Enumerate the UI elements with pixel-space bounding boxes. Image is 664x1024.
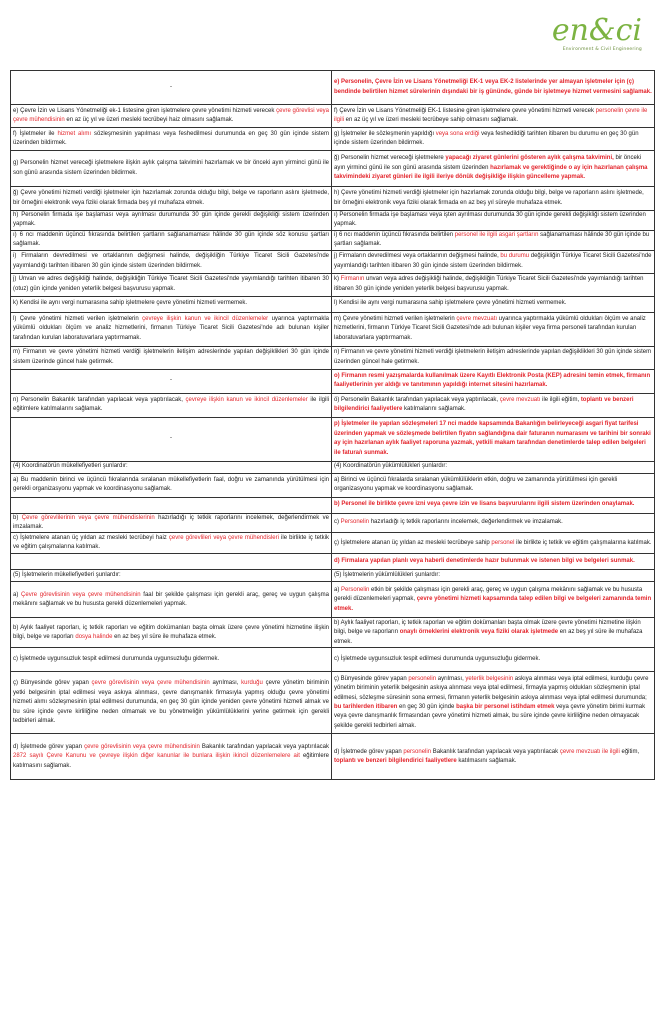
highlighted-text: p) İşletmeler ile yapılan sözleşmeleri 17 nci madde kapsamında Bakanlığın belirleyeceği asgari fiyat tarifesi üzerinden yapmak ve sözleşmede belirtilen fiyatın sağlandığına dair faturanın numarasını ve tarihini bir sonraki ay için hazırlanan aylık faaliyet raporuna yazmak, yetkili makam tarafından denetimlerde talep edilen belgeleri ile fatura/ı sunmak. bbox=[334, 421, 651, 456]
cell-text: katılmasını sağlamak. bbox=[456, 757, 517, 764]
highlighted-text: personelin bbox=[403, 748, 432, 755]
cell-text: c) İşletmelere atanan üç yıldan az mesleki tecrübeyi haiz bbox=[13, 535, 169, 542]
highlighted-text: kurduğu bbox=[241, 680, 263, 687]
new-regulation-cell bbox=[332, 473, 655, 497]
cell-text: Bakanlık tarafından yapılacak veya yaptırılacak bbox=[199, 743, 329, 750]
highlighted-text: çevre görevlileri veya çevre mühendisleri bbox=[168, 535, 279, 542]
cell-text: etkin bir şekilde çalışması için gerekli araç, gereç ve uygun çalışma mekânını sağlamak ve bu hususta gerekli düzenlemeleri yapmak, bbox=[334, 586, 643, 603]
cell-text: en az beş yıl süre ile muhafaza etmek. bbox=[334, 629, 643, 645]
cell-text: en geç 30 gün içinde bbox=[397, 703, 457, 710]
highlighted-text: toplantı ve benzeri bilgilendirici faaliyetlere bbox=[334, 396, 634, 413]
old-regulation-cell bbox=[11, 369, 332, 393]
cell-text: sözleşmesinin yapılması veya feshedilmesi durumunda en geç 30 gün içinde sistem üzerinden bildirmek. bbox=[13, 130, 329, 146]
new-regulation-cell bbox=[332, 105, 655, 128]
highlighted-text: o) Firmanın resmi yazışmalarda kullanılmak üzere Kayıtlı Elektronik Posta (KEP) adresini temin etmek, firmanın faaliyetlerinin yer aldığı ve tanıtımının yapıldığı internet sitesini hazırlamak. bbox=[334, 372, 651, 389]
old-regulation-cell bbox=[11, 273, 332, 296]
cell-text: g) İşletmeler ile sözleşmenin yapıldığı bbox=[334, 130, 436, 137]
company-logo bbox=[502, 13, 642, 60]
cell-text: eğitimlere katılmasını sağlamak. bbox=[13, 753, 329, 769]
highlighted-text: çevre görevlisinin veya çevre mühendisinin bbox=[91, 680, 210, 687]
highlighted-text: b) Personel ile birlikte çevre izni veya çevre izin ve lisans başvurularını ilgili sistem üzerinden onaylamak. bbox=[334, 501, 635, 508]
old-regulation-cell bbox=[11, 497, 332, 513]
cell-text: ile birlikte iç tetkik ve eğitim çalışmalarına katılmak. bbox=[13, 535, 329, 551]
highlighted-text: Personelin bbox=[341, 586, 370, 593]
cell-text: - bbox=[170, 83, 172, 90]
new-regulation-cell bbox=[332, 417, 655, 461]
new-regulation-cell bbox=[332, 312, 655, 346]
highlighted-text: bu tarihlerden itibaren bbox=[334, 703, 398, 710]
comparison-table bbox=[10, 70, 655, 780]
cell-text: hazırladığı iç tetkik raporlarını incelemek, değerlendirmek ve imzalamak. bbox=[369, 519, 563, 526]
cell-text: l) Kendisi ile aynı vergi numarasına sahip işletmelere çevre yönetimi hizmeti vermemek. bbox=[334, 300, 567, 307]
cell-text: g) Personelin hizmet vereceği işletmelere ilişkin aylık çalışma takvimini hazırlamak ve bir önceki ayın yirminci günü ile son günü arasında sistem üzerinden bildirmek. bbox=[13, 160, 329, 176]
logo-subtitle: Environment & Civil Engineering bbox=[562, 47, 642, 52]
highlighted-text: çevre yönetimi hizmeti kapsamında talep edilen bilgi ve belgeleri zamanında temin etmek. bbox=[334, 596, 652, 612]
logo-text: en&ci bbox=[551, 13, 642, 48]
old-regulation-cell bbox=[11, 513, 332, 533]
old-regulation-cell bbox=[11, 211, 332, 231]
old-regulation-cell bbox=[11, 554, 332, 570]
highlighted-text: d) Firmalara yapılan planlı veya haberli denetimlerde hazır bulunmak ve istenen bilgi ve belgeleri sunmak. bbox=[334, 558, 635, 565]
table-row bbox=[11, 71, 655, 105]
old-regulation-cell bbox=[11, 618, 332, 648]
cell-text: ö) Personelin Bakanlık tarafından yapılacak veya yaptırılacak, bbox=[334, 396, 500, 403]
cell-text: (5) İşletmelerin yükümlülükleri şunlardır: bbox=[334, 572, 441, 579]
new-regulation-cell bbox=[332, 187, 655, 211]
cell-text: n) Firmanın ve çevre yönetimi hizmeti verdiği işletmelerin iletişim adreslerinde yapılan değişiklikleri 30 gün içinde sistem üzerinden güncel hale getirmek. bbox=[334, 349, 652, 365]
table-row bbox=[11, 105, 655, 128]
table-row bbox=[11, 187, 655, 211]
cell-text: ç) Bünyesinde görev yapan bbox=[334, 675, 409, 682]
new-regulation-cell bbox=[332, 128, 655, 151]
highlighted-text: bu durumu bbox=[500, 253, 530, 260]
old-regulation-cell bbox=[11, 582, 332, 618]
old-regulation-cell bbox=[11, 417, 332, 461]
cell-text: unvan veya adres değişikliği halinde, değişikliğin Türkiye Ticaret Sicili Gazetesi'nde yayımlandığı tarihten itibaren 30 gün içinde yeniden yeterlik belgesi başvurusu yapmak. bbox=[334, 276, 644, 292]
table-row bbox=[11, 618, 655, 648]
cell-text: a) Birinci ve üçüncü fıkralarda sıralanan yükümlülüklerin etkin, doğru ve zamanında yürütülmesi için gerekli organizasyonu yapmak ve koordinasyonu sağlamak. bbox=[334, 476, 618, 493]
table-row bbox=[11, 230, 655, 250]
new-regulation-cell bbox=[332, 648, 655, 672]
old-regulation-cell bbox=[11, 533, 332, 554]
cell-text: d) İşletmede görev yapan bbox=[13, 743, 85, 750]
highlighted-text: çevre mevzuatı bbox=[456, 316, 498, 323]
new-regulation-cell bbox=[332, 734, 655, 780]
old-regulation-cell bbox=[11, 296, 332, 312]
cell-text: ğ) Personelin hizmet vereceği işletmelere bbox=[334, 155, 446, 162]
highlighted-text: Firmanın bbox=[340, 276, 365, 283]
new-regulation-cell bbox=[332, 554, 655, 570]
table-row bbox=[11, 554, 655, 570]
highlighted-text: yapacağı ziyaret günlerini gösteren aylık çalışma takvimini, bbox=[445, 155, 614, 162]
cell-text: m) Firmanın ve çevre yönetimi hizmeti verdiği işletmelerin iletişim adreslerinde yapılan değişiklikleri 30 gün içinde sistem üzerinde güncel hale getirmek. bbox=[13, 349, 329, 365]
cell-text: faal bir şekilde çalışması için gerekli araç, gereç ve uygun çalışma mekânını sağlamak ve bu hususta gerekli düzenlemeleri yapmak. bbox=[13, 591, 330, 607]
new-regulation-cell bbox=[332, 296, 655, 312]
cell-text: (4) Koordinatörün mükellefiyetleri şunlardır: bbox=[13, 463, 128, 470]
highlighted-text: Çevre görevlilerinin veya çevre mühendislerinin bbox=[21, 514, 155, 521]
table-row bbox=[11, 473, 655, 497]
cell-text: ile ilgili eğitimlere katılmalarını sağlamak. bbox=[13, 396, 330, 413]
cell-text: eğitim, bbox=[619, 748, 640, 755]
highlighted-text: çevre görevlisi veya çevre mühendisinin bbox=[13, 107, 330, 123]
old-regulation-cell bbox=[11, 648, 332, 672]
cell-text: i) 6 ncı maddenin üçüncü fıkrasında belirtilen bbox=[334, 231, 455, 238]
cell-text: çevre yönetim biriminin yetki belgesinin iptal edilmesi veya askıya alınması, çevre danışmanlık firmasıyla yapmış olduğu çevre yönetimi hizmeti alımı sözleşmesinin iptal edilmesi durumunda, en geç 30 gün içinde yeniden çevre yönetimi hizmeti almak ve bu süre içinde çevre kirliliğine neden olmamak ve bu yönetmeliğin yükümlülüklerini yerine getirmek için gerekli tedbirleri almak. bbox=[13, 680, 329, 725]
cell-text: b) bbox=[13, 514, 22, 521]
table-row bbox=[11, 393, 655, 417]
table-row bbox=[11, 497, 655, 513]
old-regulation-cell bbox=[11, 672, 332, 734]
cell-text: h) Çevre yönetimi hizmeti verdiği işletmeler için hazırlamak zorunda olduğu bilgi, belge ve raporların aslını işletmede, bir örneğini elektronik veya fiziki olarak firmada en az beş yıl süreyle muhafaza etmek. bbox=[334, 190, 644, 206]
table-row bbox=[11, 369, 655, 393]
new-regulation-cell bbox=[332, 346, 655, 369]
cell-text: ğ) Çevre yönetimi hizmeti verdiği işletmeler için hazırlamak zorunda olduğu bilgi, belge ve raporların aslını işletmede, bir örneğini elektronik veya fiziki olarak firmada beş yıl muhafaza etmek. bbox=[13, 190, 329, 206]
table-row bbox=[11, 570, 655, 582]
cell-text: ile ilgili eğitim, bbox=[540, 396, 581, 403]
highlighted-text: personelin bbox=[408, 675, 437, 682]
cell-text: değişikliğin Türkiye Ticaret Sicili Gazetesi'nde yayımlandığı tarihten itibaren 30 gün içinde sistem üzerinden bildirmek. bbox=[334, 253, 652, 269]
cell-text: j) Firmaların devredilmesi veya ortaklarının değişmesi halinde, bbox=[334, 253, 501, 260]
old-regulation-cell bbox=[11, 71, 332, 105]
new-regulation-cell bbox=[332, 230, 655, 250]
cell-text: sağlanamaması hâlinde 30 gün içinde bu şartları sağlamak. bbox=[334, 231, 650, 248]
highlighted-text: çevre mevzuatı ile ilgili bbox=[559, 748, 620, 755]
cell-text: hazırladığı iç tetkik raporlarını incelemek, değerlendirmek ve imzalamak. bbox=[13, 514, 329, 531]
new-regulation-cell bbox=[332, 672, 655, 734]
table-row bbox=[11, 417, 655, 461]
old-regulation-cell bbox=[11, 734, 332, 780]
highlighted-text: toplantı ve benzeri bilgilendirici faaliyetlere bbox=[334, 757, 457, 764]
cell-text: j) Unvan ve adres değişikliği halinde, değişikliğin Türkiye Ticaret Sicili Gazetesi'nde yayımlandığı tarihten itibaren 30 (otuz) gün içinde yeniden yeterlik belgesi başvurusu yapmak. bbox=[13, 276, 329, 292]
table-row bbox=[11, 128, 655, 151]
new-regulation-cell bbox=[332, 71, 655, 105]
new-regulation-cell bbox=[332, 393, 655, 417]
highlighted-text: hizmet alımı bbox=[57, 130, 92, 137]
highlighted-text: yeterlik belgesinin bbox=[465, 675, 514, 682]
cell-text: ç) Bünyesinde görev yapan bbox=[13, 680, 92, 687]
table-row bbox=[11, 250, 655, 273]
old-regulation-cell bbox=[11, 473, 332, 497]
old-regulation-cell bbox=[11, 250, 332, 273]
highlighted-text: çevreye ilişkin kanun ve ikincil düzenlemeler bbox=[142, 316, 269, 323]
table-row bbox=[11, 513, 655, 533]
cell-text: b) Aylık faaliyet raporları, iç tetkik raporları ve eğitim dokümanları başta olmak üzere çevre yönetimi hizmetine ilişkin bilgi, belge ve raporları bbox=[13, 624, 329, 640]
cell-text: en az beş yıl süre ile muhafaza etmek. bbox=[112, 633, 217, 640]
new-regulation-cell bbox=[332, 273, 655, 296]
cell-text: f) İşletmeler ile bbox=[13, 130, 58, 137]
cell-text: uyarınca yaptırmakla yükümlü oldukları ölçüm ve analiz hizmetlerini, firmanın Türkiye Ticaret Sicili Gazetesi'nde adı bulunan kişiler veya firma personeli tarafından kurulan laboratuvarlara yaptırmamak. bbox=[334, 316, 646, 341]
table-row bbox=[11, 151, 655, 187]
cell-text: a) Bu maddenin birinci ve üçüncü fıkralarında sıralanan mükellefiyetlerin faal, doğru ve zamanında yürütülmesi için gerekli organizasyonu yapmak ve koordinasyonu sağlamak. bbox=[13, 476, 329, 493]
highlighted-text: çevre mevzuatı bbox=[499, 396, 541, 403]
highlighted-text: personelin çevre ile ilgili bbox=[334, 107, 648, 123]
new-regulation-cell bbox=[332, 533, 655, 554]
cell-text: ayrılması, bbox=[209, 680, 242, 687]
new-regulation-cell bbox=[332, 513, 655, 533]
highlighted-text: çevreye ilişkin kanun ve ikincil düzenlemeler bbox=[185, 396, 308, 403]
cell-text: c) İşletmede uygunsuzluk tespit edilmesi durumunda uygunsuzluğu gidermek. bbox=[13, 656, 220, 663]
new-regulation-cell bbox=[332, 582, 655, 618]
new-regulation-cell bbox=[332, 497, 655, 513]
cell-text: d) İşletmede görev yapan bbox=[334, 748, 404, 755]
highlighted-text: personel ile ilgili asgari şartların bbox=[454, 231, 539, 238]
cell-text: (5) İşletmelerin mükellefiyetleri şunlardır: bbox=[13, 572, 121, 579]
cell-text: Bakanlık tarafından yapılacak veya yaptırılacak bbox=[431, 748, 560, 755]
cell-text: ı) 6 ncı maddenin üçüncü fıkrasında belirtilen şartların sağlanamaması hâlinde 30 gün içinde söz konusu şartları sağlamak. bbox=[13, 231, 329, 248]
highlighted-text: hazırlamak ve gerektiğinde o ay için hazırlanan çalışma takvimindeki ziyaret günleri ile ilgili ileriye dönük değişikliğe ilişkin güncelleme yapmak. bbox=[334, 164, 648, 181]
cell-text: ç) İşletmelere atanan üç yıldan az mesleki tecrübeye sahip bbox=[334, 539, 492, 546]
old-regulation-cell bbox=[11, 187, 332, 211]
cell-text: e) Çevre İzin ve Lisans Yönetmeliği ek-1 listesine giren işletmelere çevre yönetimi hizmeti verecek bbox=[13, 107, 277, 114]
highlighted-text: 2872 sayılı Çevre Kanunu ve çevreye ilişkin diğer kanunlar ile bunlara ilişkin ikincil düzenlemelere ait bbox=[13, 753, 300, 760]
cell-text: n) Personelin Bakanlık tarafından yapılacak veya yaptırılacak, bbox=[13, 396, 186, 403]
old-regulation-cell bbox=[11, 151, 332, 187]
cell-text: (4) Koordinatörün yükümlülükleri şunlardır: bbox=[334, 463, 448, 470]
table-row bbox=[11, 211, 655, 231]
cell-text: bir önceki ayın yirminci günü ile son günü arasında sistem üzerinden bbox=[334, 155, 642, 171]
old-regulation-cell bbox=[11, 105, 332, 128]
old-regulation-cell bbox=[11, 570, 332, 582]
old-regulation-cell bbox=[11, 461, 332, 473]
table-row bbox=[11, 296, 655, 312]
table-row bbox=[11, 533, 655, 554]
cell-text: c) İşletmede uygunsuzluk tespit edilmesi durumunda uygunsuzluğu gidermek. bbox=[334, 656, 541, 663]
highlighted-text: Çevre görevlisinin veya çevre mühendisinin bbox=[21, 591, 141, 598]
cell-text: a) bbox=[13, 591, 22, 598]
cell-text: en az üç yıl ve üzeri mesleki tecrübeyi haiz olmasını sağlamak. bbox=[64, 117, 234, 123]
cell-text: veya feshedildiği tarihten itibaren bu durumu en geç 30 gün içinde sistem üzerinden bildirmek. bbox=[334, 130, 639, 146]
old-regulation-cell bbox=[11, 393, 332, 417]
highlighted-text: başka bir personel istihdam etmek bbox=[456, 703, 555, 710]
cell-text: a) bbox=[334, 586, 342, 593]
table-row bbox=[11, 648, 655, 672]
highlighted-text: e) Personelin, Çevre İzin ve Lisans Yönetmeliği EK-1 veya EK-2 listelerinde yer almayan işletmeler için (ç) bendinde belirtilen hizmet sürelerinin dışındaki bir iş gününde, günde bir işletmeye hizmet vermesini sağlamak. bbox=[334, 79, 652, 95]
highlighted-text: dosya halinde bbox=[75, 633, 113, 640]
cell-text: veya çevre yönetim birimi kurmak veya çevre danışmanlık firmasından çevre yönetimi hizmeti almak, bu süre içinde çevre kirliliğine neden olmayacak şekilde gerekli tedbirleri almak. bbox=[334, 703, 646, 729]
new-regulation-cell bbox=[332, 151, 655, 187]
highlighted-text: çevre görevlisinin veya çevre mühendisinin bbox=[84, 743, 200, 750]
new-regulation-cell bbox=[332, 211, 655, 231]
old-regulation-cell bbox=[11, 346, 332, 369]
table-row bbox=[11, 582, 655, 618]
new-regulation-cell bbox=[332, 618, 655, 648]
table-row bbox=[11, 734, 655, 780]
cell-text: k) Kendisi ile aynı vergi numarasına sahip işletmelere çevre yönetimi hizmeti vermemek. bbox=[13, 300, 248, 307]
cell-text: b) Aylık faaliyet raporları, iç tetkik raporları ve eğitim dokümanları başta olmak üzere çevre yönetimi hizmetine ilişkin bilgi, belge ve raporların bbox=[334, 619, 641, 636]
cell-text: ayrılması, bbox=[436, 675, 466, 682]
old-regulation-cell bbox=[11, 128, 332, 151]
comparison-table-body bbox=[11, 71, 655, 780]
cell-text: askıya alınması veya iptal edilmesi, kurduğu çevre yönetim biriminin yeterlik belgesinin askıya alınması veya iptal edilmesi, firmayla yapmış oldukları sözleşmenin iptal edilmesi, sözleşme süresinin sona ermesi, firmanın yeterlik belgesinin askıya alınması veya iptal edilmesi durumunda; bbox=[334, 675, 649, 701]
cell-text: l) Çevre yönetimi hizmeti verilen işletmelerin bbox=[13, 316, 143, 323]
cell-text: i) Firmaların devredilmesi ve ortaklarının değişmesi halinde, değişikliğin Türkiye Ticaret Sicili Gazetesi'nde yayımlandığı tarihten itibaren 30 gün içinde sistem üzerinden bildirmek. bbox=[13, 253, 329, 269]
cell-text: ile birlikte iç tetkik ve eğitim çalışmalarına katılmak. bbox=[514, 539, 652, 546]
table-row bbox=[11, 461, 655, 473]
highlighted-text: veya sona erdiği bbox=[435, 130, 480, 137]
cell-text: h) Personelin firmada işe başlaması veya ayrılması durumunda 30 gün içinde gerekli değişikliği sistem üzerinden yapmak. bbox=[13, 212, 329, 228]
table-row bbox=[11, 346, 655, 369]
cell-text: ı) Personelin firmada işe başlaması veya işten ayrılması durumunda 30 gün içinde gerekli değişikliği sistem üzerinden yapmak. bbox=[334, 212, 646, 228]
cell-text: f) Çevre İzin ve Lisans Yönetmeliği EK-1 listesine giren işletmelere çevre yönetimi hizmeti verecek bbox=[334, 107, 596, 114]
highlighted-text: Personelin bbox=[340, 519, 370, 526]
table-row bbox=[11, 672, 655, 734]
highlighted-text: personel bbox=[491, 539, 515, 546]
new-regulation-cell bbox=[332, 250, 655, 273]
cell-text: k) bbox=[334, 276, 341, 283]
table-row bbox=[11, 312, 655, 346]
cell-text: c) bbox=[334, 519, 341, 526]
cell-text: m) Çevre yönetimi hizmeti verilen işletmelerin bbox=[334, 316, 457, 323]
new-regulation-cell bbox=[332, 461, 655, 473]
cell-text: katılmalarını sağlamak. bbox=[402, 406, 466, 413]
old-regulation-cell bbox=[11, 312, 332, 346]
cell-text: uyarınca yaptırmakla yükümlü oldukları ölçüm ve analiz hizmetlerini, firmanın Türkiye Ticaret Sicili Gazetesi'nde adı bulunan kişiler tarafından kurulan laboratuvarlara yaptırmamak. bbox=[13, 316, 329, 341]
new-regulation-cell bbox=[332, 570, 655, 582]
new-regulation-cell bbox=[332, 369, 655, 393]
old-regulation-cell bbox=[11, 230, 332, 250]
cell-text: en az üç yıl ve üzeri mesleki tecrübeye sahip olmasını sağlamak. bbox=[344, 117, 519, 123]
cell-text: - bbox=[170, 377, 172, 384]
cell-text: - bbox=[170, 435, 172, 442]
highlighted-text: onaylı örneklerini elektronik veya fiziki olarak işletmede bbox=[399, 629, 559, 636]
table-row bbox=[11, 273, 655, 296]
